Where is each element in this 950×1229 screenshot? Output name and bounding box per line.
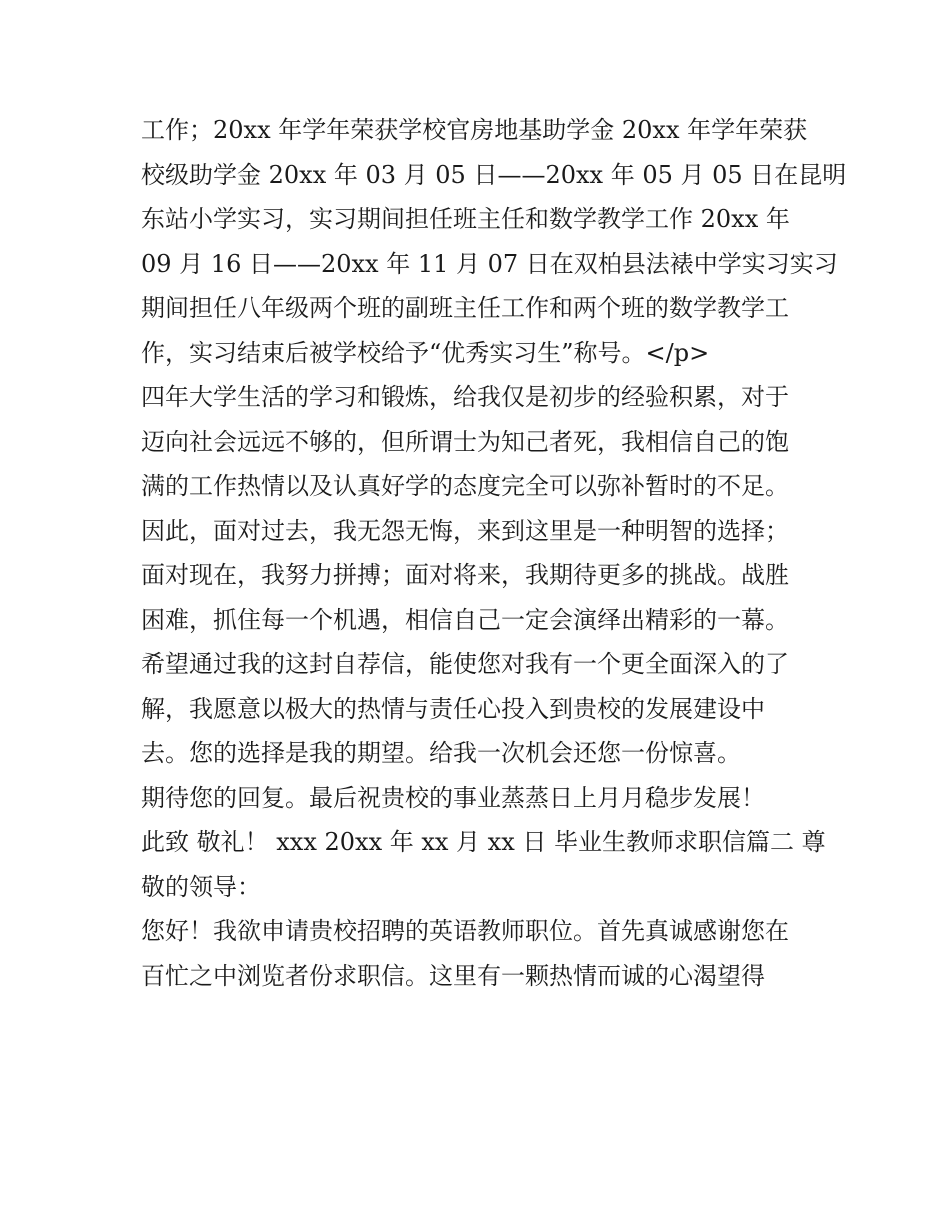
- text-line: 百忙之中浏览者份求职信。这里有一颗热情而诚的心渴望得: [141, 961, 765, 990]
- text-line: 去。您的选择是我的期望。给我一次机会还您一份惊喜。: [141, 739, 741, 767]
- text-line: 您好！我欲申请贵校招聘的英语教师职位。首先真诚感谢您在: [141, 917, 789, 945]
- text-line: 工作；20xx 年学年荣获学校官房地基助学金 20xx 年学年荣获: [141, 116, 808, 144]
- text-line: 解，我愿意以极大的热情与责任心投入到贵校的发展建设中: [141, 694, 765, 723]
- text-line: 期待您的回复。最后祝贵校的事业蒸蒸日上月月稳步发展！: [141, 783, 765, 812]
- text-line: 满的工作热情以及认真好学的态度完全可以弥补暂时的不足。: [141, 472, 789, 500]
- text-line: 希望通过我的这封自荐信，能使您对我有一个更全面深入的了: [141, 650, 789, 678]
- text-line: 东站小学实习，实习期间担任班主任和数学教学工作 20xx 年: [141, 205, 790, 233]
- text-line: 作，实习结束后被学校给予“优秀实习生”称号。</p>: [141, 338, 710, 367]
- text-line: 因此，面对过去，我无怨无悔，来到这里是一种明智的选择；: [141, 516, 789, 545]
- text-line: 敬的领导：: [141, 872, 261, 901]
- text-line: 困难，抓住每一个机遇，相信自己一定会演绎出精彩的一幕。: [141, 605, 789, 634]
- text-line: 期间担任八年级两个班的副班主任工作和两个班的数学教学工: [141, 294, 789, 322]
- text-line: 迈向社会远远不够的，但所谓士为知己者死，我相信自己的饱: [141, 427, 789, 456]
- text-line: 四年大学生活的学习和锻炼，给我仅是初步的经验积累，对于: [141, 383, 789, 411]
- text-line: 09 月 16 日——20xx 年 11 月 07 日在双柏县法裱中学实习实习: [141, 249, 838, 278]
- text-line: 校级助学金 20xx 年 03 月 05 日——20xx 年 05 月 05 日在昆明: [141, 160, 847, 189]
- text-line: 此致 敬礼！ xxx 20xx 年 xx 月 xx 日 毕业生教师求职信篇二 尊: [141, 828, 826, 856]
- document-body: [141, 108, 847, 998]
- text-line: 面对现在，我努力拼搏；面对将来，我期待更多的挑战。战胜: [141, 561, 789, 589]
